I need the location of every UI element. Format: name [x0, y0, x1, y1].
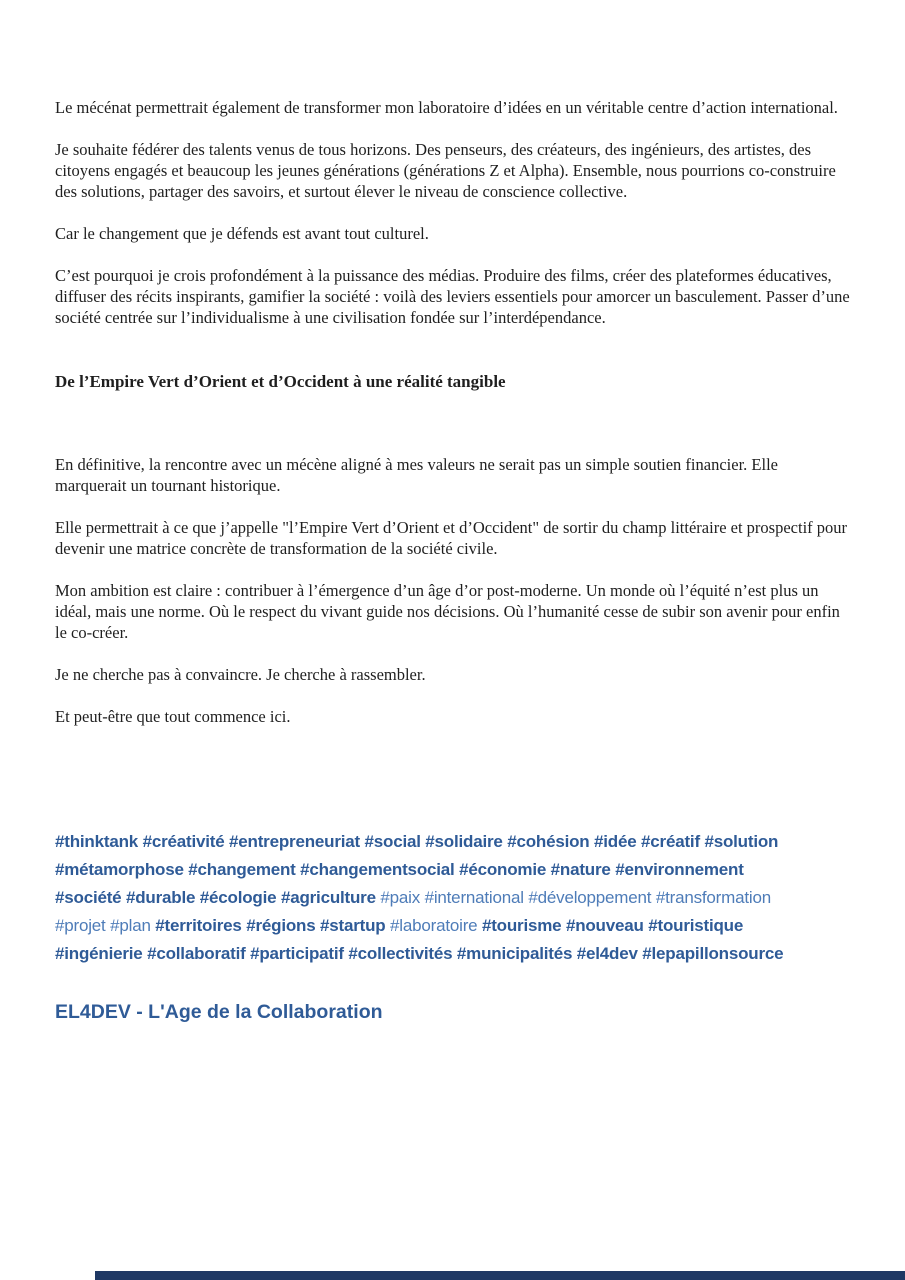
hashtag: #touristique	[648, 916, 744, 935]
section-heading: De l’Empire Vert d’Orient et d’Occident à une réalité tangible	[55, 372, 506, 391]
hashtag-line	[55, 884, 850, 912]
hashtag: #collectivités	[348, 944, 453, 963]
hashtag-line	[55, 856, 850, 884]
paragraph: Le mécénat permettrait également de transformer mon laboratoire d’idées en un véritable centre d’action international.	[55, 98, 838, 117]
hashtag: #solution	[704, 832, 779, 851]
hashtag: #territoires	[155, 916, 242, 935]
paragraph: Je souhaite fédérer des talents venus de tous horizons. Des penseurs, des créateurs, des ingénieurs, des artistes, des citoyens engagés et beaucoup les jeunes générations (générations Z et Alpha). Ensemble, nous pourrions co-construire des solutions, partager des savoirs, et surtout élever le niveau de conscience collective.	[55, 140, 836, 201]
hashtag: #ingénierie	[55, 944, 143, 963]
hashtag-line	[55, 940, 850, 968]
hashtag: #projet	[55, 916, 106, 935]
hashtag: #paix	[380, 888, 421, 907]
paragraphs-after	[55, 454, 850, 727]
hashtag: #créativité	[142, 832, 225, 851]
hashtag: #régions	[246, 916, 316, 935]
hashtag: #nature	[550, 860, 611, 879]
hashtag: #créatif	[641, 832, 700, 851]
hashtag: #agriculture	[280, 888, 376, 907]
hashtag: #durable	[125, 888, 196, 907]
hashtag: #nouveau	[565, 916, 644, 935]
bottom-accent-bar	[95, 1271, 905, 1280]
paragraph: Et peut-être que tout commence ici.	[55, 707, 291, 726]
hashtag: #idée	[594, 832, 637, 851]
hashtag-line	[55, 912, 850, 940]
footer-title: EL4DEV - L'Age de la Collaboration	[55, 1001, 383, 1023]
hashtag: #environnement	[615, 860, 744, 879]
hashtag: #plan	[110, 916, 151, 935]
paragraphs-before	[55, 97, 850, 328]
hashtag: #cohésion	[507, 832, 590, 851]
hashtag: #changement	[188, 860, 296, 879]
paragraph: Car le changement que je défends est avant tout culturel.	[55, 224, 429, 243]
hashtag: #tourisme	[481, 916, 562, 935]
hashtag: #el4dev	[576, 944, 638, 963]
hashtag: #municipalités	[456, 944, 573, 963]
paragraph: C’est pourquoi je crois profondément à la puissance des médias. Produire des films, créer des plateformes éducatives, diffuser des récits inspirants, gamifier la société : voilà des leviers essentiels pour amorcer un basculement. Passer d’une société centrée sur l’individualisme à une civilisation fondée sur l’interdépendance.	[55, 266, 850, 327]
hashtag: #transformation	[655, 888, 771, 907]
hashtag: #startup	[320, 916, 386, 935]
hashtag: #international	[424, 888, 524, 907]
hashtag: #social	[364, 832, 421, 851]
hashtag: #collaboratif	[147, 944, 246, 963]
paragraph: Je ne cherche pas à convaincre. Je cherche à rassembler.	[55, 665, 426, 684]
hashtag: #changementsocial	[300, 860, 455, 879]
paragraph: Elle permettrait à ce que j’appelle "l’Empire Vert d’Orient et d’Occident" de sortir du champ littéraire et prospectif pour devenir une matrice concrète de transformation de la société civile.	[55, 518, 848, 558]
hashtag: #solidaire	[425, 832, 503, 851]
hashtag: #métamorphose	[55, 860, 184, 879]
hashtag: #lepapillonsource	[642, 944, 784, 963]
hashtag: #économie	[459, 860, 547, 879]
hashtag-line	[55, 828, 850, 856]
hashtag: #société	[55, 888, 122, 907]
paragraph: En définitive, la rencontre avec un mécène aligné à mes valeurs ne serait pas un simple soutien financier. Elle marquerait un tournant historique.	[55, 455, 778, 495]
hashtag: #écologie	[199, 888, 277, 907]
hashtag: #laboratoire	[390, 916, 478, 935]
paragraph: Mon ambition est claire : contribuer à l’émergence d’un âge d’or post-moderne. Un monde où l’équité n’est plus un idéal, mais une norme. Où le respect du vivant guide nos décisions. Où l’humanité cesse de subir son avenir pour enfin le co-créer.	[55, 581, 840, 642]
hashtag: #développement	[528, 888, 652, 907]
hashtag: #thinktank	[55, 832, 139, 851]
hashtag: #entrepreneuriat	[229, 832, 360, 851]
hashtag: #participatif	[250, 944, 344, 963]
hashtag-block	[55, 828, 850, 968]
